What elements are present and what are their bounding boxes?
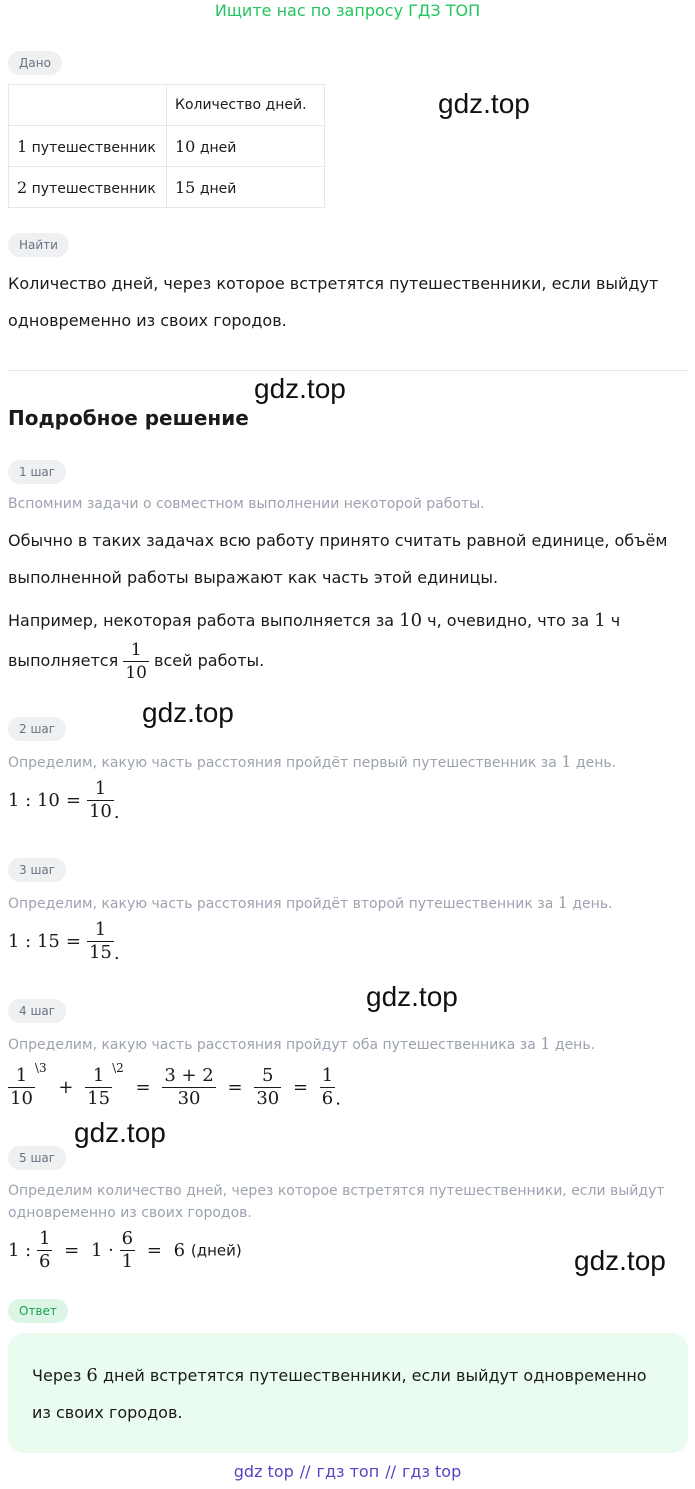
step-2-note: Определим, какую часть расстояния пройдёт первый путешественник за 1 день. bbox=[8, 752, 617, 771]
given-table bbox=[8, 84, 325, 208]
watermark: gdz.top bbox=[142, 697, 234, 728]
footer-link[interactable]: гдз top bbox=[401, 1462, 462, 1481]
footer-separator: // bbox=[385, 1462, 396, 1481]
step-4-note: Определим, какую часть расстояния пройдут оба путешественника за 1 день. bbox=[8, 1034, 596, 1053]
find-tag: Найти bbox=[8, 233, 69, 257]
step-1-example-line2: выполняется $\frac{1}{10}$ всей работы. bbox=[8, 640, 265, 683]
step-3-equation: 1 : 15 = $\frac{1}{15}$ . bbox=[8, 919, 120, 964]
step-1-line1: Обычно в таких задачах всю работу принято считать равной единице, объём bbox=[8, 531, 668, 550]
table-row bbox=[9, 167, 325, 208]
fraction: $\frac{1}{15}$ bbox=[87, 1064, 111, 1109]
footer-link[interactable]: gdz top bbox=[233, 1462, 294, 1481]
step-2-equation: 1 : 10 = $\frac{1}{10}$ . bbox=[8, 778, 120, 823]
step-1-example-line1: Например, некоторая работа выполняется за 10 ч, очевидно, что за 1 ч bbox=[8, 610, 621, 631]
given-tag: Дано bbox=[8, 51, 62, 75]
step-5-note-line1: Определим количество дней, через которое встретятся путешественники, если выйдут bbox=[8, 1183, 665, 1199]
step-3-note: Определим, какую часть расстояния пройдёт второй путешественник за 1 день. bbox=[8, 893, 613, 912]
fraction: $\frac{6}{1}$ bbox=[121, 1228, 134, 1272]
fraction-one-tenth: $\frac{1}{10}$ bbox=[125, 640, 147, 683]
fraction: $\frac{1}{10}$ bbox=[10, 1064, 33, 1109]
step-4-tag: 4 шаг bbox=[8, 999, 66, 1023]
table-header-cell-empty bbox=[9, 85, 167, 126]
solution-title: Подробное решение bbox=[8, 406, 249, 430]
step-5-note-line2: одновременно из своих городов. bbox=[8, 1205, 252, 1221]
step-5-equation: 1 : $\frac{1}{6}$ = 1 · $\frac{6}{1}$ = 6 (дней) bbox=[8, 1228, 242, 1272]
step-5-tag: 5 шаг bbox=[8, 1146, 66, 1170]
watermark: gdz.top bbox=[254, 373, 346, 404]
fraction: $\frac{3 + 2}{30}$ bbox=[164, 1064, 214, 1109]
footer-links bbox=[0, 1462, 695, 1481]
multiplier: \2 bbox=[112, 1061, 124, 1075]
find-text-line2: одновременно из своих городов. bbox=[8, 311, 287, 330]
answer-tag: Ответ bbox=[8, 1299, 68, 1323]
footer-separator: // bbox=[299, 1462, 311, 1481]
step-2-tag: 2 шаг bbox=[8, 717, 66, 741]
watermark: gdz.top bbox=[438, 88, 530, 119]
table-header-cell-days: Количество дней. bbox=[167, 85, 325, 126]
answer-text bbox=[32, 1357, 672, 1431]
step-1-line2: выполненной работы выражают как часть этой единицы. bbox=[8, 568, 499, 587]
table-cell-days: 15 дней bbox=[167, 167, 325, 208]
step-3-tag: 3 шаг bbox=[8, 858, 66, 882]
watermark: gdz.top bbox=[574, 1245, 666, 1276]
table-cell-days: 10 дней bbox=[167, 126, 325, 167]
answer-line2: из своих городов. bbox=[32, 1403, 183, 1422]
watermark: gdz.top bbox=[74, 1117, 166, 1148]
fraction: $\frac{1}{10}$ bbox=[88, 778, 112, 822]
fraction: $\frac{1}{6}$ bbox=[38, 1228, 51, 1272]
fraction: $\frac{1}{15}$ bbox=[88, 919, 112, 963]
step-1-note: Вспомним задачи о совместном выполнении некоторой работы. bbox=[8, 496, 485, 512]
find-text-line1: Количество дней, через которое встретятся путешественники, если выйдут bbox=[8, 274, 659, 293]
fraction: $\frac{5}{30}$ bbox=[256, 1064, 280, 1109]
table-header-row bbox=[9, 85, 325, 126]
step-1-tag: 1 шаг bbox=[8, 460, 66, 484]
multiplier: \3 bbox=[34, 1061, 47, 1075]
fraction: $\frac{1}{6}$ bbox=[321, 1064, 334, 1109]
search-hint-banner: Ищите нас по запросу ГДЗ ТОП bbox=[214, 1, 481, 20]
table-row bbox=[9, 126, 325, 167]
answer-line1: Через 6 дней встретятся путешественники, если выйдут одновременно bbox=[32, 1365, 647, 1386]
table-cell-traveler: 2 путешественник bbox=[9, 167, 167, 208]
footer-link[interactable]: гдз топ bbox=[316, 1462, 380, 1481]
section-divider bbox=[8, 370, 688, 371]
step-4-equation: $\frac{1}{10}$ $^{\backslash 3}$ + $\frac{1}{15}$ $^{\backslash 2}$ = $\frac{3 + 2}{30}$ = $\frac{5}{30}$ = $\frac{1}{6}$ . bbox=[10, 1061, 341, 1110]
table-cell-traveler: 1 путешественник bbox=[9, 126, 167, 167]
watermark: gdz.top bbox=[366, 981, 458, 1012]
